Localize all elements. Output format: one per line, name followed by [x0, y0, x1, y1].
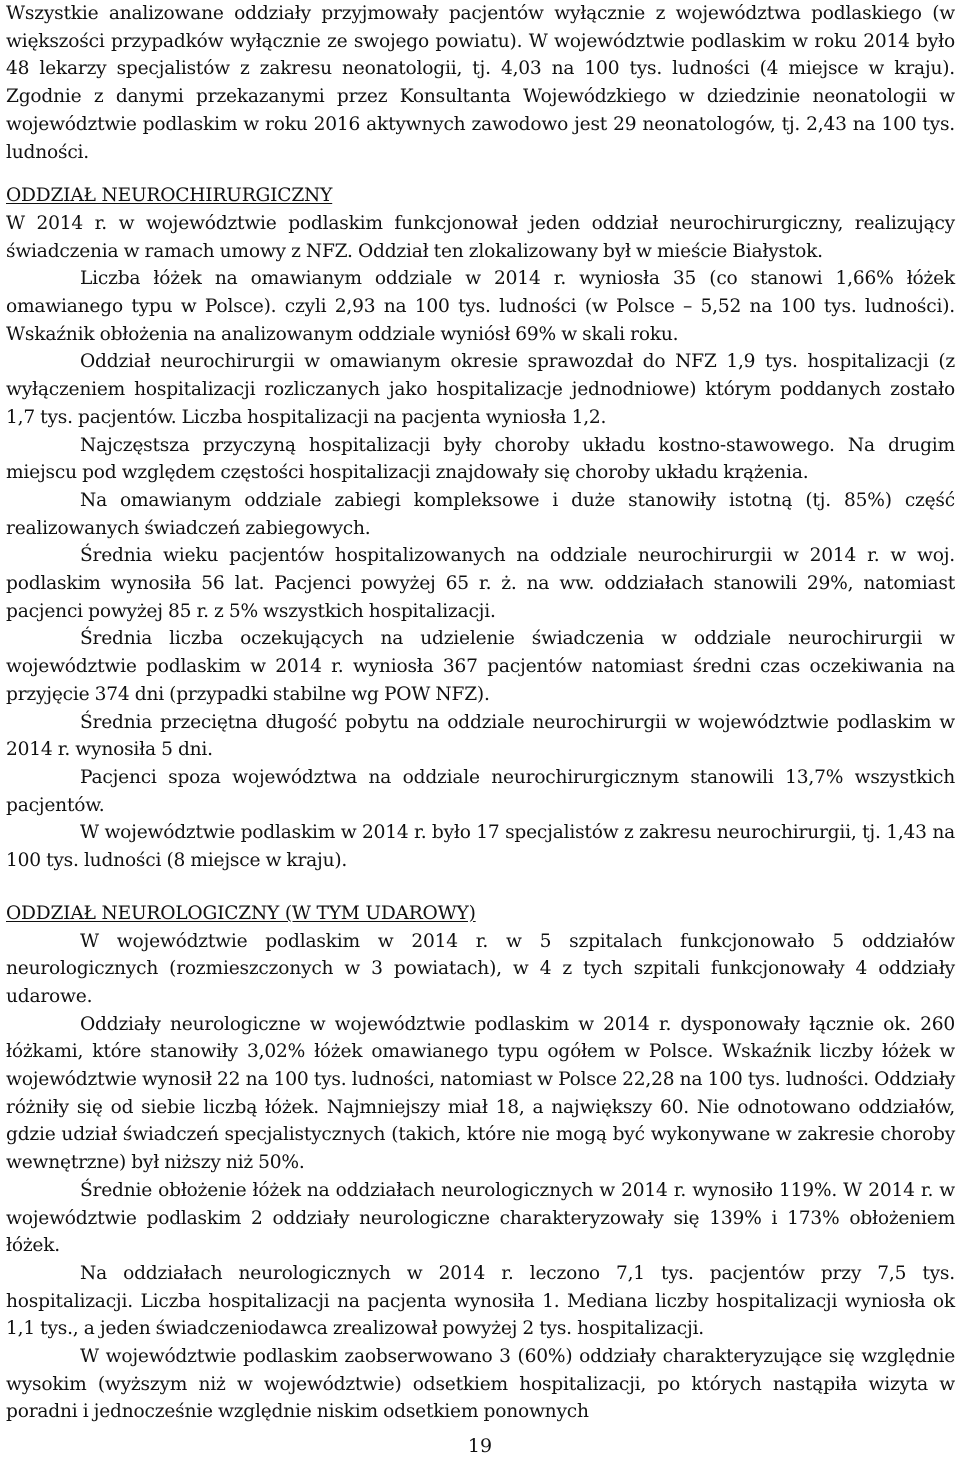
neurology-paragraph: Na oddziałach neurologicznych w 2014 r. leczono 7,1 tys. pacjentów przy 7,5 tys. hospitalizacji. Liczba hospitalizacji na pacjenta wynosiła 1. Mediana liczby hospitalizacji wyniosła ok 1,1 tys., a jeden świadczeniodawca zrealizował powyżej 2 tys. hospitalizacji. [6, 1262, 955, 1340]
neurosurgery-paragraph: Liczba łóżek na omawianym oddziale w 2014 r. wyniosła 35 (co stanowi 1,66% łóżek omawianego typu w Polsce). czyli 2,93 na 100 tys. ludności (w Polsce – 5,52 na 100 tys. ludności). Wskaźnik obłożenia na analizowanym oddziale wyniósł 69% w skali roku. [6, 268, 955, 345]
neurosurgery-paragraph: Średnia liczba oczekujących na udzielenie świadczenia w oddziale neurochirurgii w województwie podlaskim w 2014 r. wyniosła 367 pacjentów natomiast średni czas oczekiwania na przyjęcie 374 dni (przypadki stabilne wg POW NFZ). [6, 628, 955, 705]
neurology-paragraph: W województwie podlaskim zaobserwowano 3 (60%) oddziały charakteryzujące się względnie wysokim (wyższym niż w województwie) odsetkiem hospitalizacji, po których nastąpiła wizyta w poradni i jednocześnie względnie niskim odsetkiem ponownych [6, 1346, 955, 1423]
page-number: 19 [467, 1435, 493, 1457]
document-page [6, 0, 955, 1426]
section-gap [6, 875, 955, 900]
neurosurgery-paragraph: Najczęstsza przyczyną hospitalizacji były choroby układu kostno-stawowego. Na drugim miejscu pod względem częstości hospitalizacji znajdowały się choroby układu krążenia. [6, 434, 955, 484]
neurosurgery-paragraph: Średnia wieku pacjentów hospitalizowanych na oddziale neurochirurgii w 2014 r. w woj. podlaskim wynosiła 56 lat. Pacjenci powyżej 65 r. ż. na ww. oddziałach stanowili 29%, natomiast pacjenci powyżej 85 r. z 5% wszystkich hospitalizacji. [6, 545, 955, 622]
intro-paragraph: Wszystkie analizowane oddziały przyjmowały pacjentów wyłącznie z województwa podlaskiego (w większości przypadków wyłącznie ze swojego powiatu). W województwie podlaskim w roku 2014 było 48 lekarzy specjalistów z zakresu neonatologii, tj. 4,03 na 100 tys. ludności (4 miejsce w kraju). Zgodnie z danymi przekazanymi przez Konsultanta Wojewódzkiego w dziedzinie neonatologii w województwie podlaskim w roku 2016 aktywnych zawodowo jest 29 neonatologów, tj. 2,43 na 100 tys. ludności. [6, 3, 955, 163]
section-gap [6, 166, 955, 182]
neurosurgery-paragraph: W 2014 r. w województwie podlaskim funkcjonował jeden oddział neurochirurgiczny, realizujący świadczenia w ramach umowy z NFZ. Oddział ten zlokalizowany był w mieście Białystok. [6, 212, 955, 262]
neurosurgery-paragraph: Pacjenci spoza województwa na oddziale neurochirurgicznym stanowili 13,7% wszystkich pacjentów. [6, 766, 955, 816]
section-heading-neurosurgery: ODDZIAŁ NEUROCHIRURGICZNY [6, 185, 333, 207]
neurology-paragraph: Oddziały neurologiczne w województwie podlaskim w 2014 r. dysponowały łącznie ok. 260 łóżkami, które stanowiły 3,02% łóżek omawianego typu ogółem w Polsce. Wskaźnik liczby łóżek w województwie wynosił 22 na 100 tys. ludności, natomiast w Polsce 22,28 na 100 tys. ludności. Oddziały różniły się od siebie liczbą łóżek. Najmniejszy miał 18, a największy 60. Nie odnotowano oddziałów, gdzie udział świadczeń specjalistycznych (takich, które nie mogą być wykonywane w zakresie choroby wewnętrzne) był niższy niż 50%. [6, 1013, 955, 1174]
neurology-section [6, 928, 955, 1427]
neurosurgery-paragraph: Oddział neurochirurgii w omawianym okresie sprawozdał do NFZ 1,9 tys. hospitalizacji (z wyłączeniem hospitalizacji rozliczanych jako hospitalizacje jednodniowe) którym poddanych zostało 1,7 tys. pacjentów. Liczba hospitalizacji na pacjenta wyniosła 1,2. [6, 351, 955, 428]
neurosurgery-section [6, 210, 955, 875]
neurology-paragraph: Średnie obłożenie łóżek na oddziałach neurologicznych w 2014 r. wynosiło 119%. W 2014 r. w województwie podlaskim 2 oddziały neurologiczne charakteryzowały się 139% i 173% obłożeniem łóżek. [6, 1179, 955, 1257]
neurology-paragraph: W województwie podlaskim w 2014 r. w 5 szpitalach funkcjonowało 5 oddziałów neurologicznych (rozmieszczonych w 3 powiatach), w 4 z tych szpitali funkcjonowały 4 oddziały udarowe. [6, 930, 955, 1007]
neurosurgery-paragraph: Średnia przeciętna długość pobytu na oddziale neurochirurgii w województwie podlaskim w 2014 r. wynosiła 5 dni. [6, 711, 955, 761]
section-heading-neurology: ODDZIAŁ NEUROLOGICZNY (W TYM UDAROWY) [6, 902, 476, 924]
neurosurgery-paragraph: W województwie podlaskim w 2014 r. było 17 specjalistów z zakresu neurochirurgii, tj. 1,43 na 100 tys. ludności (8 miejsce w kraju). [6, 822, 955, 872]
neurosurgery-paragraph: Na omawianym oddziale zabiegi kompleksowe i duże stanowiły istotną (tj. 85%) część realizowanych świadczeń zabiegowych. [6, 489, 955, 539]
